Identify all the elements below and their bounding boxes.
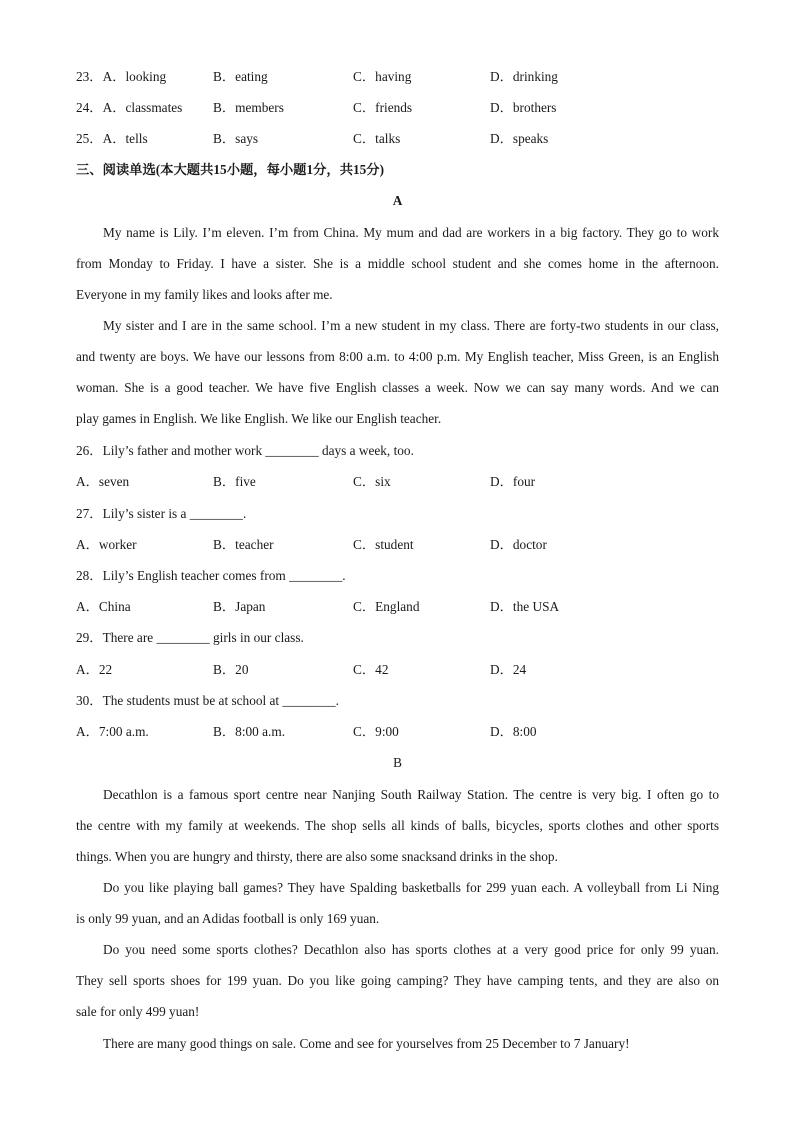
text-line: and twenty are boys. We have our lessons from 8:00 a.m. to 4:00 p.m. My English teacher, Miss Green, is an English: [76, 349, 719, 364]
option: B．20: [213, 662, 249, 677]
option: B．Japan: [213, 599, 266, 614]
option: A．worker: [76, 537, 137, 552]
passage-a-label: A: [392, 193, 403, 208]
text-line: is only 99 yuan, and an Adidas football is only 169 yuan.: [76, 911, 380, 926]
option: 24．A．classmates: [76, 100, 183, 115]
option: A．7:00 a.m.: [76, 724, 149, 739]
option: B．says: [213, 131, 259, 146]
option: C．talks: [353, 131, 401, 146]
option: B．8:00 a.m.: [213, 724, 286, 739]
option: A．seven: [76, 474, 130, 489]
question-25-options: [76, 131, 719, 147]
option: D．24: [490, 662, 527, 677]
passage-b-paragraph-1: [76, 787, 719, 880]
option: D．the USA: [490, 599, 560, 614]
text-line: My sister and I are in the same school. I’m a new student in my class. There are forty-two students in our class,: [103, 318, 719, 333]
question-23-options: [76, 69, 719, 85]
option: D．speaks: [490, 131, 549, 146]
question-26-stem: 26．Lily’s father and mother work ________ days a week, too.: [76, 443, 414, 458]
question-30-options: [76, 724, 719, 740]
option: A．China: [76, 599, 131, 614]
option: C．student: [353, 537, 414, 552]
option: 23．A．looking: [76, 69, 167, 84]
text-line: Do you need some sports clothes? Decathlon also has sports clothes at a very good price for only 99 yuan.: [103, 942, 719, 957]
text-line: sale for only 499 yuan!: [76, 1004, 200, 1019]
text-line: from Monday to Friday. I have a sister. She is a middle school student and she comes home in the afternoon.: [76, 256, 719, 271]
option: C．friends: [353, 100, 413, 115]
option: D．four: [490, 474, 536, 489]
option: B．members: [213, 100, 284, 115]
text-line: things. When you are hungry and thirsty, there are also some snacksand drinks in the shop.: [76, 849, 558, 864]
option: D．brothers: [490, 100, 557, 115]
question-26-options: [76, 474, 719, 490]
passage-a-paragraph-1: [76, 225, 719, 318]
option: C．42: [353, 662, 389, 677]
option: D．doctor: [490, 537, 547, 552]
text-line: My name is Lily. I’m eleven. I’m from China. My mum and dad are workers in a big factory. They go to work: [103, 225, 719, 240]
text-line: Everyone in my family likes and looks after me.: [76, 287, 333, 302]
option: D．8:00: [490, 724, 537, 739]
option: C．9:00: [353, 724, 399, 739]
text-line: woman. She is a good teacher. We have five English classes a week. Now we can say many words. And we can: [76, 380, 719, 395]
passage-b-label: B: [393, 755, 402, 770]
option: A．22: [76, 662, 113, 677]
passage-b-paragraph-3: [76, 942, 719, 1035]
option: B．teacher: [213, 537, 274, 552]
question-28-options: [76, 599, 719, 615]
text-line: the centre with my family at weekends. The shop sells all kinds of balls, bicycles, sports clothes and other sports: [76, 818, 719, 833]
option: B．eating: [213, 69, 268, 84]
option: C．having: [353, 69, 412, 84]
text-line: They sell sports shoes for 199 yuan. Do you like going camping? They have camping tents, and they are also on: [76, 973, 719, 988]
question-28-stem: 28．Lily’s English teacher comes from ________.: [76, 568, 346, 583]
option: C．England: [353, 599, 420, 614]
text-line: Do you like playing ball games? They have Spalding basketballs for 299 yuan each. A volleyball from Li Ning: [103, 880, 719, 895]
text-line: There are many good things on sale. Come and see for yourselves from 25 December to 7 January!: [103, 1036, 630, 1051]
question-27-options: [76, 537, 719, 553]
question-27-stem: 27．Lily’s sister is a ________.: [76, 506, 247, 521]
option: B．five: [213, 474, 256, 489]
option: C．six: [353, 474, 391, 489]
passage-b-paragraph-4: [76, 1036, 719, 1067]
question-29-options: [76, 662, 719, 678]
text-line: Decathlon is a famous sport centre near Nanjing South Railway Station. The centre is very big. I often go to: [103, 787, 719, 802]
option: 25．A．tells: [76, 131, 148, 146]
option: D．drinking: [490, 69, 558, 84]
text-line: play games in English. We like English. We like our English teacher.: [76, 411, 442, 426]
question-30-stem: 30．The students must be at school at ________.: [76, 693, 339, 708]
section-title: 三、阅读单选(本大题共15小题，每小题1分，共15分): [76, 162, 385, 177]
question-29-stem: 29．There are ________ girls in our class.: [76, 630, 304, 645]
passage-a-paragraph-2: [76, 318, 719, 442]
passage-b-paragraph-2: [76, 880, 719, 942]
question-24-options: [76, 100, 719, 116]
